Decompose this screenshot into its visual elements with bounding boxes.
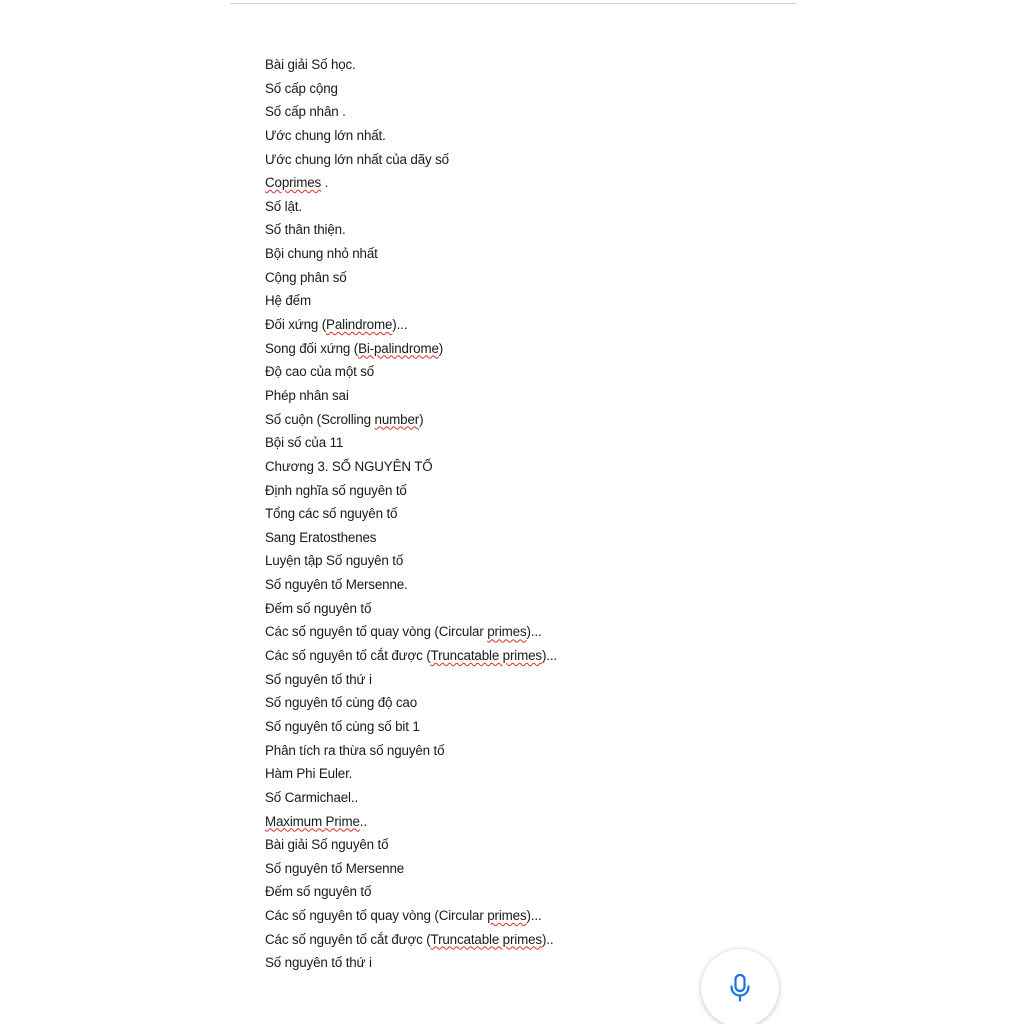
spellcheck-flagged-text: Truncatable primes	[430, 648, 542, 664]
line-text: Sang Eratosthenes	[265, 529, 377, 545]
line-text: Định nghĩa số nguyên tố	[265, 482, 407, 498]
line-text: Tổng các số nguyên tố	[265, 506, 398, 522]
document-line	[265, 289, 785, 313]
line-text: Ước chung lớn nhất của dãy số	[265, 151, 449, 167]
line-text: Số nguyên tố thứ i	[265, 671, 372, 687]
document-line	[265, 644, 785, 668]
document-line	[265, 880, 785, 904]
document-line	[265, 313, 785, 337]
line-text: Đếm số nguyên tố	[265, 884, 372, 900]
line-text: Bài giải Số học.	[265, 57, 356, 72]
line-text: Các số nguyên tố cắt được (	[265, 648, 431, 664]
line-text: Bài giải Số nguyên tố	[265, 837, 389, 853]
line-text: Số nguyên tố cùng độ cao	[265, 695, 418, 711]
line-text: )	[438, 340, 444, 356]
line-text: Hàm Phi Euler.	[265, 766, 353, 782]
document-line	[265, 857, 785, 881]
document-line	[265, 549, 785, 573]
document-line	[265, 384, 785, 408]
line-text: Độ cao của một số	[265, 364, 375, 380]
line-text: Bội chung nhỏ nhất	[265, 246, 378, 262]
line-text: Ước chung lớn nhất.	[265, 127, 386, 143]
document-line	[265, 408, 785, 432]
line-text: Cộng phân số	[265, 269, 347, 285]
line-text: Song đối xứng (	[265, 340, 359, 356]
spellcheck-flagged-text: number	[374, 411, 420, 427]
line-text: Số nguyên tố Mersenne.	[265, 577, 408, 593]
line-text: )	[419, 411, 424, 427]
line-text: Chương 3. SỐ NGUYÊN TỐ	[265, 458, 433, 474]
line-text: Hệ đếm	[265, 293, 311, 309]
document-line	[265, 691, 785, 715]
line-text: Bội số của 11	[265, 435, 344, 451]
document-line	[265, 266, 785, 290]
document-line	[265, 148, 785, 172]
document-line	[265, 668, 785, 692]
line-text: )...	[526, 908, 542, 924]
document-line	[265, 526, 785, 550]
line-text: Số cuộn (Scrolling	[265, 411, 375, 427]
line-text: .	[321, 175, 329, 191]
document-line	[265, 502, 785, 526]
document-line	[265, 928, 785, 952]
document-line	[265, 597, 785, 621]
document-line	[265, 431, 785, 455]
document-line	[265, 833, 785, 857]
line-text: Số Carmichael..	[265, 789, 359, 805]
document-line	[265, 77, 785, 101]
document-line	[265, 573, 785, 597]
line-text: Số nguyên tố Mersenne	[265, 860, 405, 876]
line-text: Số nguyên tố thứ i	[265, 955, 372, 971]
spellcheck-flagged-text: Bi-palindrome	[358, 340, 439, 356]
document-line	[265, 739, 785, 763]
document-line	[265, 195, 785, 219]
line-text: Số cấp nhân .	[265, 104, 346, 120]
document-line	[265, 53, 785, 77]
document-line	[265, 620, 785, 644]
line-text: Số lật.	[265, 198, 302, 214]
document-line	[265, 171, 785, 195]
document-line	[265, 904, 785, 928]
line-text: Phép nhân sai	[265, 387, 349, 403]
line-text: Đối xứng (	[265, 317, 327, 333]
spellcheck-flagged-text: Truncatable primes	[430, 931, 542, 947]
line-text: ..	[359, 813, 367, 829]
line-text: Các số nguyên tố quay vòng (Circular	[265, 908, 488, 924]
microphone-icon	[728, 973, 752, 1003]
line-text: )..	[541, 931, 554, 947]
line-text: )...	[541, 648, 557, 664]
line-text: Các số nguyên tố cắt được (	[265, 931, 431, 947]
document-line	[265, 810, 785, 834]
line-text: )...	[526, 624, 542, 640]
document-line	[265, 218, 785, 242]
document-line	[265, 715, 785, 739]
document-line	[265, 479, 785, 503]
document-line	[265, 455, 785, 479]
spellcheck-flagged-text: Palindrome	[326, 317, 393, 333]
line-text: Luyện tập Số nguyên tố	[265, 553, 404, 569]
line-text: Số thân thiện.	[265, 222, 346, 238]
line-text: Các số nguyên tố quay vòng (Circular	[265, 624, 488, 640]
spellcheck-flagged-text: primes	[487, 908, 527, 924]
line-text: Đếm số nguyên tố	[265, 600, 372, 616]
spellcheck-flagged-text: primes	[487, 624, 527, 640]
document-line	[265, 360, 785, 384]
spellcheck-flagged-text: Coprimes	[265, 175, 322, 191]
line-text: Phân tích ra thừa số nguyên tố	[265, 742, 445, 758]
document-body	[265, 53, 785, 975]
document-line	[265, 762, 785, 786]
document-line	[265, 337, 785, 361]
line-text: Số cấp cộng	[265, 80, 338, 96]
page-top-divider	[230, 3, 796, 4]
line-text: )...	[392, 317, 408, 333]
document-line	[265, 786, 785, 810]
document-line	[265, 242, 785, 266]
document-line	[265, 124, 785, 148]
document-line	[265, 100, 785, 124]
line-text: Số nguyên tố cùng số bit 1	[265, 718, 420, 734]
spellcheck-flagged-text: Maximum Prime	[265, 813, 360, 829]
voice-input-button[interactable]	[701, 949, 779, 1024]
